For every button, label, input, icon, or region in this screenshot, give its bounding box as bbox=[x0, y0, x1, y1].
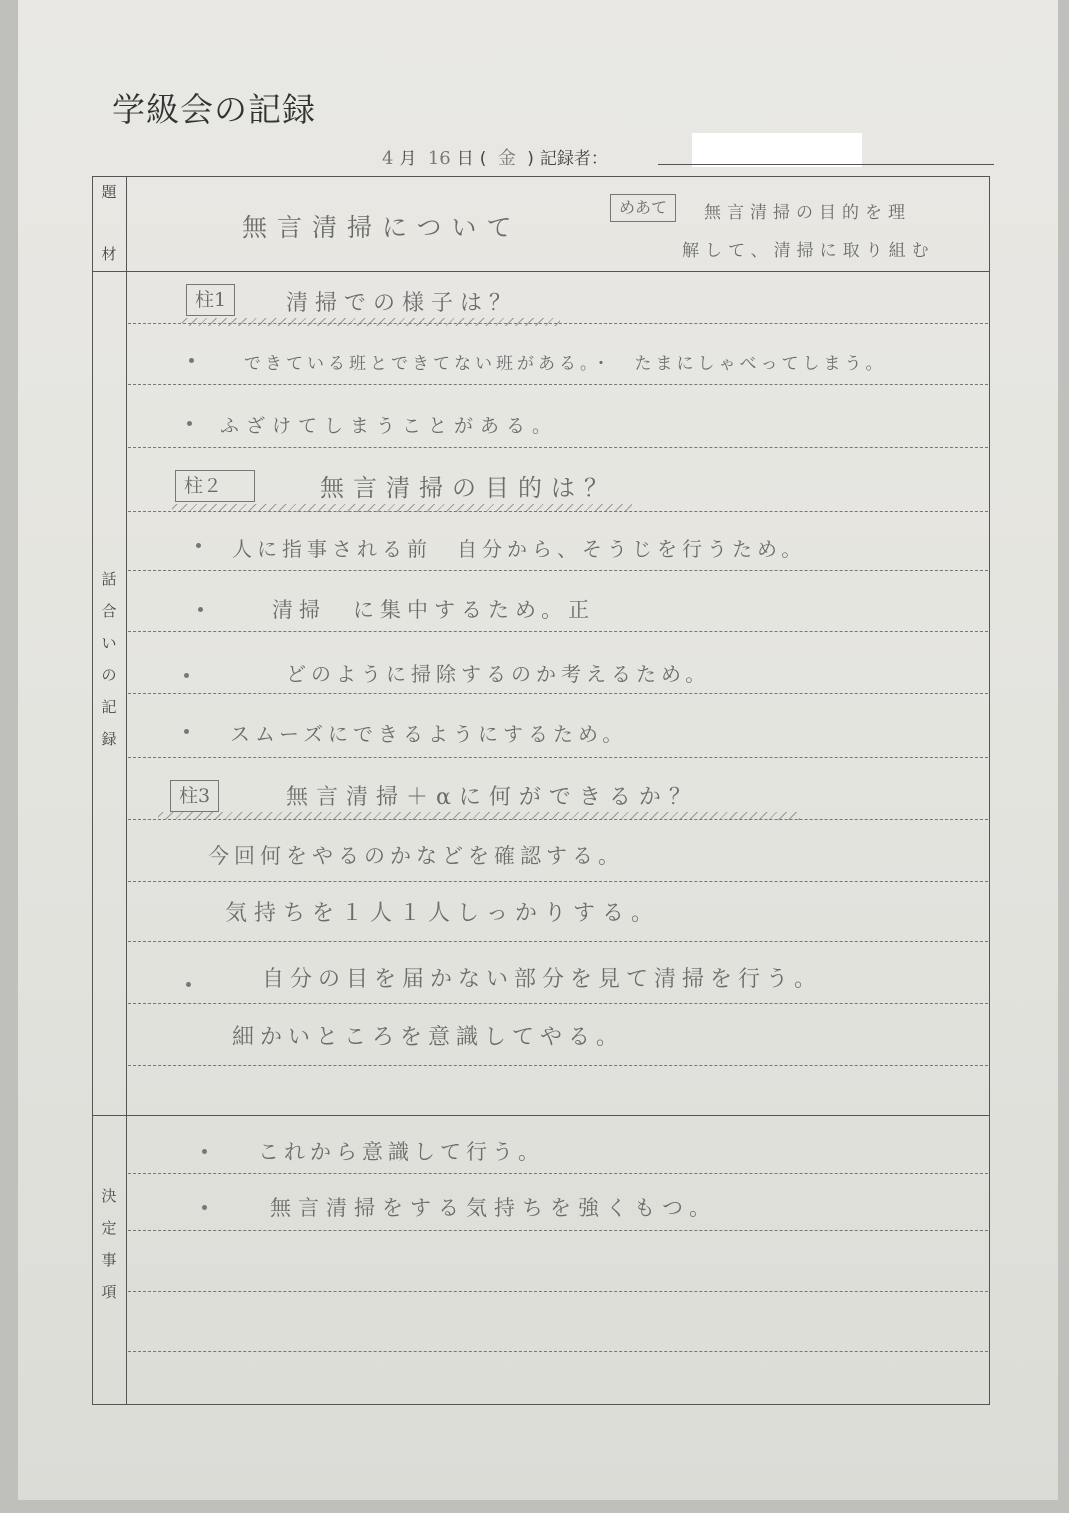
ruled-line bbox=[128, 447, 988, 448]
topic-label-2: 材 bbox=[101, 245, 117, 263]
discussion-label-4: の bbox=[101, 666, 117, 684]
bullet bbox=[184, 673, 189, 678]
ruled-line bbox=[128, 1003, 988, 1004]
discussion-label-5: 記 bbox=[101, 698, 117, 716]
pillar-1-underline bbox=[182, 318, 560, 326]
decision-label-4: 項 bbox=[101, 1283, 117, 1301]
pillar-3-item-3: 自分の目を届かない部分を見て清掃を行う。 bbox=[262, 967, 823, 992]
bullet bbox=[186, 982, 191, 987]
ruled-line bbox=[128, 570, 988, 571]
pillar-3-item-2: 気持ちを１人１人しっかりする。 bbox=[225, 901, 661, 926]
pillar-2-item-1: 人に指事される前 自分から、そうじを行うため。 bbox=[232, 537, 807, 561]
decision-row-divider bbox=[92, 1115, 990, 1116]
day-value: 16 bbox=[427, 148, 451, 169]
ruled-line bbox=[128, 384, 988, 385]
pillar-3-underline bbox=[158, 812, 800, 820]
pillar-3-label: 柱3 bbox=[170, 780, 219, 812]
topic-label-1: 題 bbox=[101, 183, 117, 201]
pillar-1-label: 柱1 bbox=[186, 284, 235, 316]
weekday-value: 金 bbox=[497, 148, 516, 169]
pillar-3-item-4: 細かいところを意識してやる。 bbox=[232, 1025, 625, 1050]
decision-label-3: 事 bbox=[101, 1251, 117, 1269]
pillar-1-question: 清掃での様子は？ bbox=[286, 291, 519, 316]
ruled-line bbox=[128, 1173, 988, 1174]
decision-label-2: 定 bbox=[101, 1219, 117, 1237]
goal-label: めあて bbox=[610, 194, 676, 222]
bullet bbox=[196, 543, 201, 548]
pillar-2-item-2: 清掃 に集中するため。正 bbox=[272, 598, 596, 622]
pillar-2-underline bbox=[172, 504, 632, 512]
recorder-label: 記録者： bbox=[539, 149, 608, 169]
ruled-line bbox=[128, 1065, 988, 1066]
ruled-line bbox=[128, 631, 988, 632]
pillar-2-item-3: どのように掃除するのか考えるため。 bbox=[286, 662, 711, 686]
weekday-open: ( bbox=[479, 149, 487, 169]
month-unit: 月 bbox=[399, 149, 417, 169]
pillar-2-item-4: スムーズにできるようにするため。 bbox=[230, 722, 628, 746]
bullet bbox=[189, 358, 194, 363]
discussion-label-2: 合 bbox=[101, 602, 117, 620]
weekday-close: ) bbox=[527, 149, 534, 169]
discussion-label-6: 録 bbox=[101, 730, 117, 748]
bullet bbox=[187, 421, 192, 426]
pillar-2-label: 柱２ bbox=[175, 470, 255, 502]
day-unit: 日 bbox=[456, 149, 474, 169]
bullet bbox=[198, 607, 203, 612]
month-value: 4 bbox=[382, 148, 394, 169]
label-column-divider bbox=[126, 176, 127, 1405]
topic-title: 無言清掃について bbox=[242, 213, 522, 242]
recorder-underline bbox=[658, 164, 994, 165]
decision-item-1: これから意識して行う。 bbox=[258, 1140, 544, 1164]
pillar-3-question: 無言清掃＋αに何ができるか？ bbox=[286, 785, 699, 810]
ruled-line bbox=[128, 693, 988, 694]
goal-line-1: 無言清掃の目的を理 bbox=[704, 203, 911, 223]
pillar-3-item-1: 今回何をやるのかなどを確認する。 bbox=[208, 844, 624, 868]
date-recorder-line bbox=[382, 144, 614, 170]
ruled-line bbox=[128, 1230, 988, 1231]
discussion-label-3: い bbox=[101, 634, 117, 652]
discussion-label-1: 話 bbox=[101, 570, 117, 588]
ruled-line bbox=[128, 1351, 988, 1352]
topic-row-divider bbox=[92, 271, 990, 272]
ruled-line bbox=[128, 941, 988, 942]
ruled-line bbox=[128, 757, 988, 758]
bullet bbox=[184, 729, 189, 734]
ruled-line bbox=[128, 881, 988, 882]
pillar-1-item-2: ふざけてしまうことがある。 bbox=[220, 415, 559, 437]
decision-item-2: 無言清掃をする気持ちを強くもつ。 bbox=[270, 1196, 718, 1220]
bullet bbox=[202, 1205, 207, 1210]
pillar-2-question: 無言清掃の目的は？ bbox=[320, 474, 617, 502]
goal-line-2: 解して、清掃に取り組む bbox=[682, 241, 935, 261]
recorder-name-redaction bbox=[692, 133, 862, 167]
page-title: 学級会の記録 bbox=[112, 90, 316, 129]
ruled-line bbox=[128, 1291, 988, 1292]
bullet bbox=[202, 1149, 207, 1154]
pillar-1-item-1: できている班とできてない班がある。・ たまにしゃべってしまう。 bbox=[244, 354, 887, 374]
decision-label-1: 決 bbox=[101, 1187, 117, 1205]
